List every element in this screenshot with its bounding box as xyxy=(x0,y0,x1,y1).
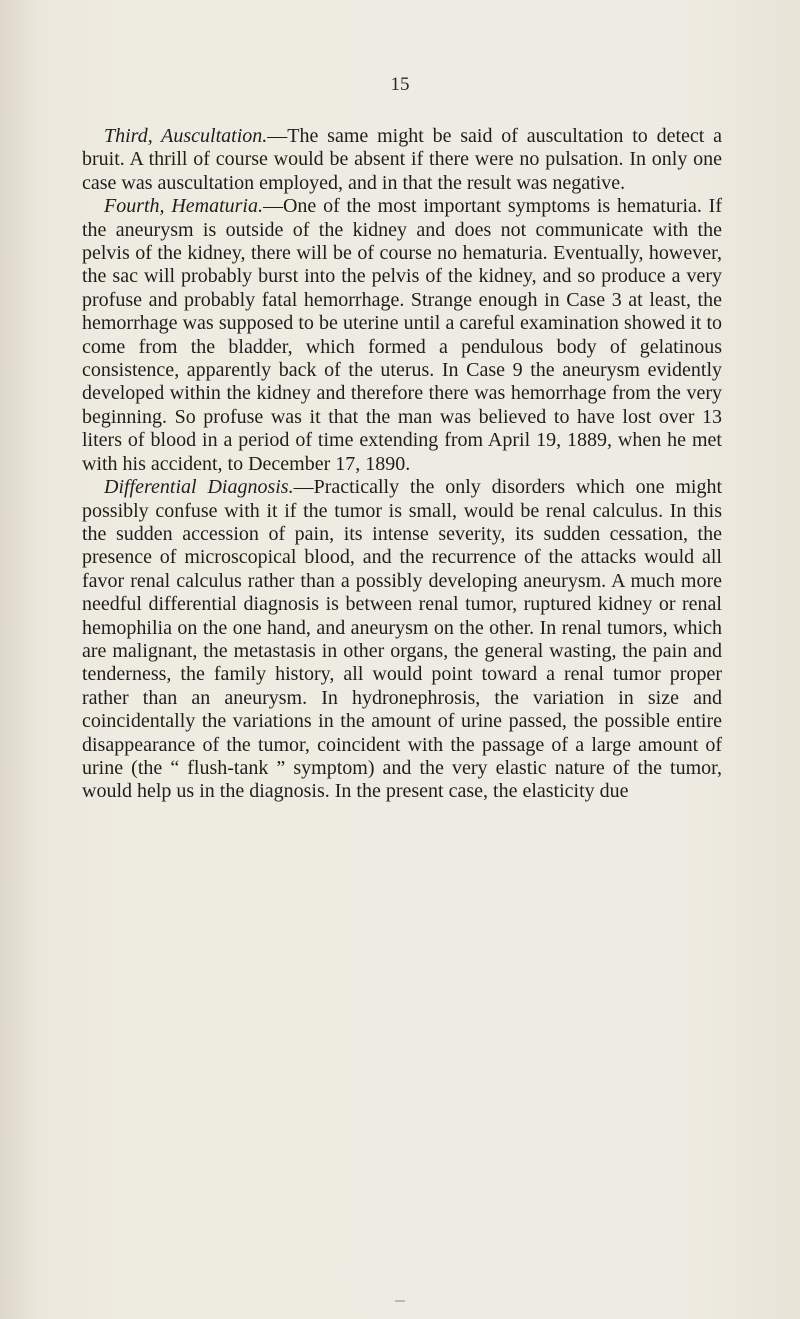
paragraph-lead: Fourth, Hematuria. xyxy=(104,195,263,218)
paragraph-text: —One of the most important symptoms is hematuria. If the aneurysm is outside of the kidney and does not communicate with the pelvis of the kidney, there will be of course no hematuria. Eventually, however, the sac will probably burst into the pelvis of the kidney, and so produce a very profuse and probably fatal hemorrhage. Strange enough in Case 3 at least, the hemorrhage was supposed to be uterine until a careful examination showed it to come from the bladder, which formed a pendulous body of gelatinous consistence, apparently back of the uterus. In Case 9 the aneurysm evidently developed within the kidney and therefore there was hemorrhage from the very beginning. So profuse was it that the man was believed to have lost over 13 liters of blood in a period of time extending from April 19, 1889, when he met with his accident, to December 17, 1890. xyxy=(82,195,722,475)
paragraph-lead: Third, Auscultation. xyxy=(104,125,268,147)
paragraph-lead: Differential Diagnosis. xyxy=(104,476,294,499)
paragraph-text: —The same might be said of auscultation to detect a bruit. A thrill of course would be absent if there were no pulsation. In only one case was auscultation employed, and in that the result was negative. xyxy=(82,125,722,194)
paragraph-auscultation xyxy=(82,125,722,195)
page-number: 15 xyxy=(390,74,410,95)
paragraph-text: —Practically the only disorders which one might possibly confuse with it if the tumor is small, would be renal calculus. In this the sudden accession of pain, its intense severity, its sudden cessation, the presence of microscopical blood, and the recurrence of the attacks would all favor renal calculus rather than a possibly developing aneurysm. A much more needful differential diagnosis is between renal tumor, ruptured kidney or renal hemophilia on the one hand, and aneurysm on the other. In renal tumors, which are malignant, the metastasis in other organs, the general wasting, the pain and tenderness, the family history, all would point toward a renal tumor proper rather than an aneurysm. In hydronephrosis, the variation in size and coincidentally the variations in the amount of urine passed, the possible entire disappearance of the tumor, coincident with the passage of a large amount of urine (the “ flush-tank ” symptom) and the very elastic nature of the tumor, would help us in the diagnosis. In the present case, the elasticity due xyxy=(82,476,722,803)
scan-mark xyxy=(395,1300,405,1302)
body-text xyxy=(82,125,722,804)
paragraph-differential-diagnosis xyxy=(82,476,722,804)
paragraph-hematuria xyxy=(82,195,722,476)
